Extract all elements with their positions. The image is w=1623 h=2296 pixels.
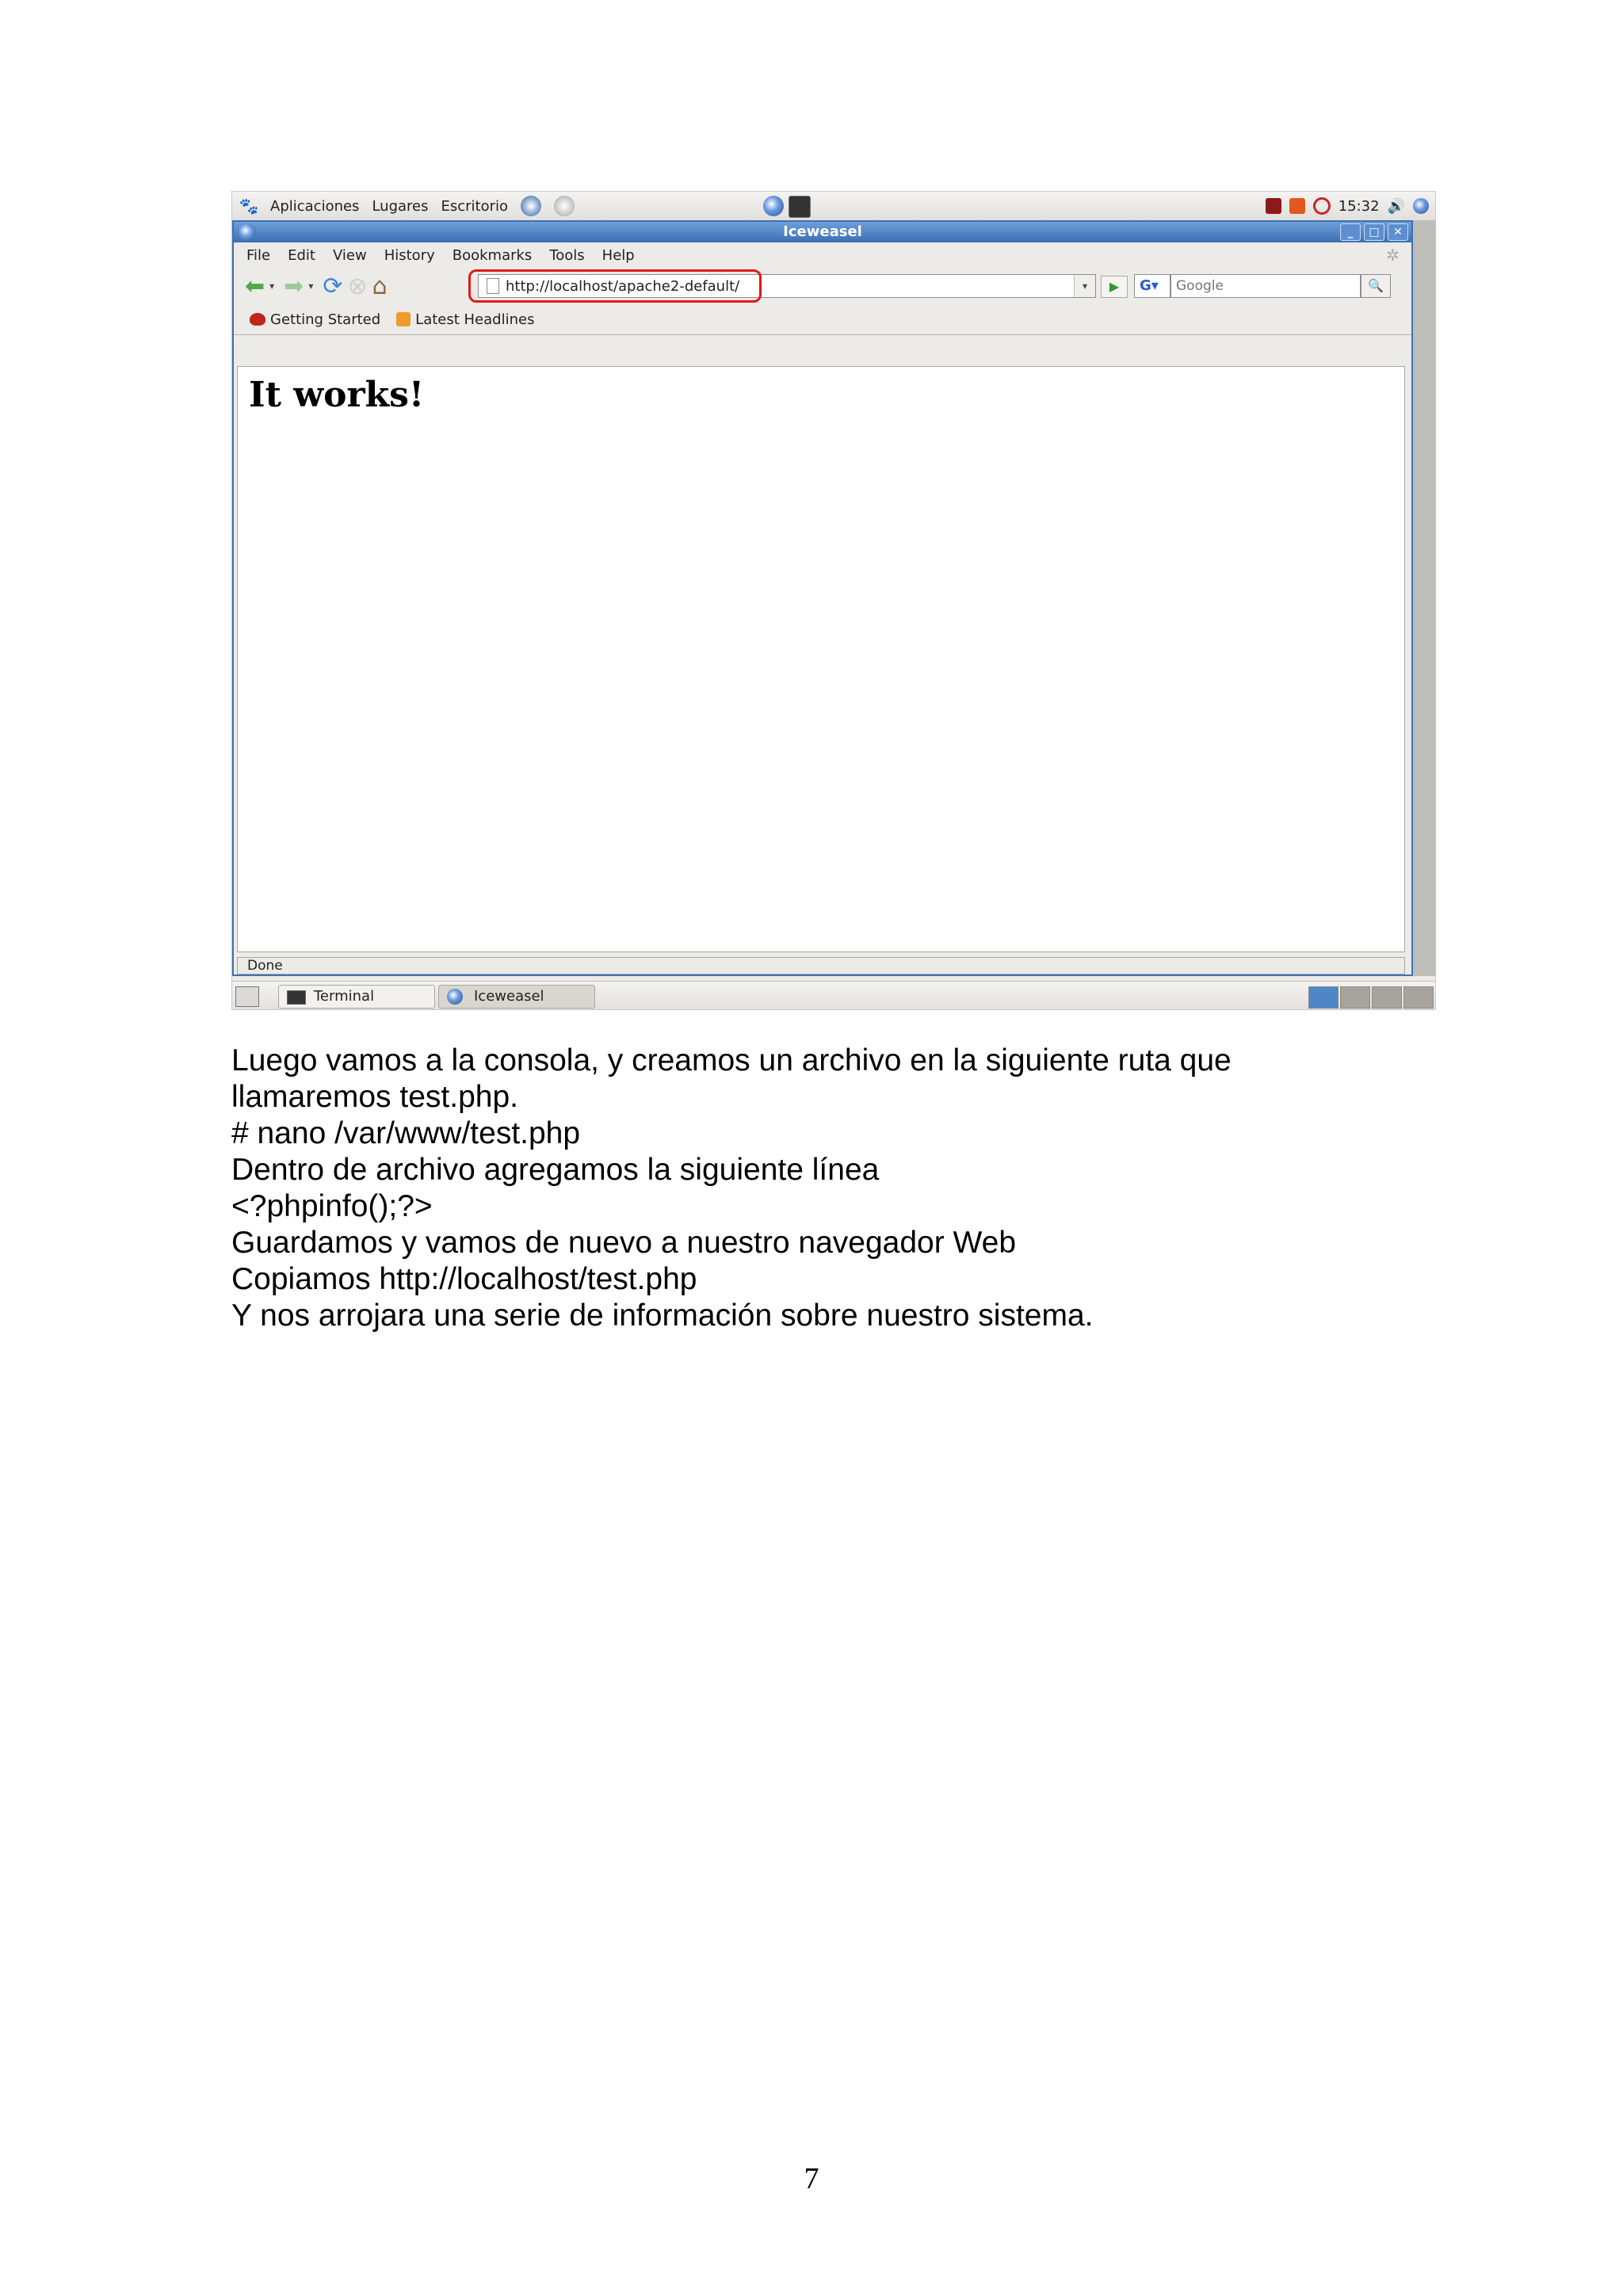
menu-history[interactable]: History — [384, 246, 435, 264]
menu-edit[interactable]: Edit — [288, 246, 315, 264]
show-desktop-button[interactable] — [235, 986, 259, 1007]
task-terminal[interactable] — [278, 985, 435, 1009]
browser-window — [232, 220, 1413, 976]
page-heading: It works! — [249, 375, 425, 415]
menu-bookmarks[interactable]: Bookmarks — [452, 246, 533, 264]
doc-line: Guardamos y vamos de nuevo a nuestro navegador Web — [231, 1226, 1017, 1260]
iceweasel-icon — [447, 989, 463, 1005]
search-engine-selector[interactable]: G▾ — [1134, 274, 1170, 298]
bookmark-label: Latest Headlines — [415, 311, 535, 328]
search-box[interactable] — [1170, 274, 1361, 298]
mail-icon[interactable] — [554, 196, 575, 216]
bookmark-label: Getting Started — [270, 311, 381, 328]
bookmarks-toolbar — [234, 304, 1411, 335]
url-text[interactable]: http://localhost/apache2-default/ — [506, 277, 740, 295]
workspace-2[interactable] — [1340, 986, 1370, 1009]
minimize-button[interactable]: _ — [1340, 223, 1361, 241]
clock[interactable]: 15:32 — [1338, 197, 1380, 215]
task-label: Iceweasel — [474, 988, 544, 1005]
navigation-toolbar — [234, 268, 1411, 304]
status-bar — [237, 957, 1405, 974]
gnome-foot-icon[interactable]: 🐾 — [239, 196, 259, 215]
no-connection-icon[interactable] — [1313, 197, 1331, 215]
search-magnifier-icon[interactable]: 🔍 — [1361, 274, 1391, 298]
iceweasel-launcher-icon[interactable] — [763, 196, 784, 216]
bookmark-latest-headlines[interactable] — [396, 311, 534, 328]
forward-history-dropdown[interactable]: ▾ — [308, 280, 314, 292]
status-text: Done — [247, 958, 283, 974]
doc-line: Luego vamos a la consola, y creamos un archivo en la siguiente ruta que — [231, 1043, 1232, 1077]
workspace-4[interactable] — [1403, 986, 1434, 1009]
doc-line: Copiamos http://localhost/test.php — [231, 1262, 697, 1296]
gnome-bottom-panel — [232, 981, 1436, 1010]
menubar — [234, 242, 1411, 268]
back-arrow-icon[interactable]: ⬅ — [245, 272, 265, 300]
doc-line: Dentro de archivo agregamos la siguiente línea — [231, 1153, 880, 1187]
network-icon[interactable] — [1266, 198, 1281, 214]
getting-started-icon — [250, 313, 265, 326]
window-app-icon[interactable] — [239, 223, 256, 241]
volume-icon[interactable]: 🔊 — [1387, 197, 1405, 215]
url-highlight-annotation — [468, 269, 762, 303]
workspace-1[interactable] — [1308, 986, 1338, 1009]
window-titlebar[interactable] — [234, 222, 1411, 242]
menu-file[interactable]: File — [246, 246, 271, 264]
maximize-button[interactable]: □ — [1364, 223, 1384, 241]
desktop-background-strip — [1413, 220, 1436, 976]
user-switch-icon[interactable] — [1413, 198, 1429, 214]
forward-arrow-icon[interactable]: ➡ — [284, 272, 304, 300]
page-number: 7 — [804, 2162, 819, 2195]
search-input[interactable] — [1171, 276, 1328, 296]
gnome-top-panel — [232, 192, 1436, 221]
doc-line: Y nos arrojara una serie de información sobre nuestro sistema. — [231, 1299, 1094, 1333]
help-icon[interactable] — [521, 196, 541, 216]
menu-tools[interactable]: Tools — [549, 246, 585, 264]
rss-feed-icon — [396, 312, 411, 326]
throbber-icon: ✲ — [1386, 246, 1400, 265]
task-iceweasel[interactable] — [438, 985, 595, 1009]
document-body — [231, 1043, 1420, 1334]
menu-lugares[interactable]: Lugares — [372, 197, 429, 215]
menu-aplicaciones[interactable]: Aplicaciones — [270, 197, 360, 215]
url-history-dropdown[interactable]: ▾ — [1074, 275, 1095, 297]
go-button[interactable]: ▶ — [1101, 276, 1128, 298]
doc-line: llamaremos test.php. — [231, 1080, 518, 1114]
menu-view[interactable]: View — [332, 246, 367, 264]
bookmark-getting-started[interactable] — [250, 311, 380, 328]
terminal-icon — [287, 990, 306, 1005]
stop-icon[interactable]: ⊗ — [347, 272, 368, 300]
desktop-screenshot — [231, 191, 1436, 1010]
window-title: Iceweasel — [783, 223, 862, 240]
menu-help[interactable]: Help — [601, 246, 635, 264]
page-content — [237, 366, 1405, 952]
back-history-dropdown[interactable]: ▾ — [269, 280, 275, 292]
close-button[interactable]: ✕ — [1388, 223, 1408, 241]
workspace-switcher — [1308, 986, 1434, 1009]
update-icon[interactable] — [1289, 198, 1305, 214]
menu-escritorio[interactable]: Escritorio — [441, 197, 509, 215]
terminal-launcher-icon[interactable] — [789, 196, 811, 218]
home-icon[interactable]: ⌂ — [372, 272, 388, 300]
doc-line: # nano /var/www/test.php — [231, 1116, 581, 1150]
task-label: Terminal — [314, 988, 375, 1005]
workspace-3[interactable] — [1372, 986, 1402, 1009]
reload-icon[interactable]: ⟳ — [323, 272, 343, 300]
doc-line: <?phpinfo();?> — [231, 1189, 433, 1223]
